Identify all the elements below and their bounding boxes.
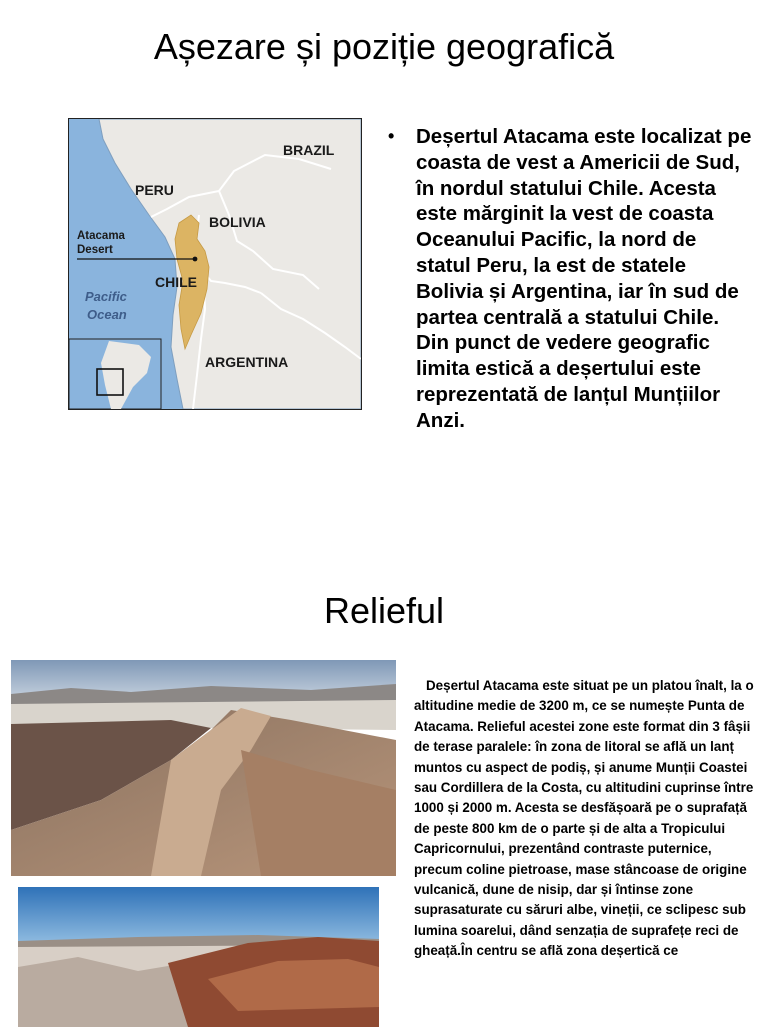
label-bolivia: BOLIVIA xyxy=(209,214,266,230)
label-atacama-line2: Desert xyxy=(77,244,113,256)
photo-rocks-graphic xyxy=(18,887,379,1027)
map-graphic xyxy=(69,119,361,409)
label-argentina: ARGENTINA xyxy=(205,354,289,370)
label-pacific-line2: Ocean xyxy=(87,307,127,322)
slide-title: Relieful xyxy=(323,590,445,631)
slide-location xyxy=(0,0,768,500)
relief-description xyxy=(414,676,760,962)
desert-dunes-photo xyxy=(11,660,396,876)
rock-formation-photo xyxy=(18,887,379,1027)
atacama-location-map xyxy=(68,118,362,410)
label-brazil: BRAZIL xyxy=(283,142,335,158)
photo-dunes-graphic xyxy=(11,660,396,876)
label-pacific-line1: Pacific xyxy=(85,289,127,304)
label-peru: PERU xyxy=(135,182,174,198)
slide-relief xyxy=(0,560,768,1024)
label-atacama-line1: Atacama xyxy=(77,230,125,242)
label-chile: CHILE xyxy=(155,274,197,290)
pointer-dot xyxy=(193,257,198,262)
relief-text: Deșertul Atacama este situat pe un platou înalt, la o altitudine medie de 3200 m, ce se numește Punta de Atacama. Relieful acestei zone este format din 3 fâșii de terase paralele: în zona de litoral se află un lanț muntos cu aspect de podiș, și anume Munții Coastei sau Cordillera de la Costa, cu altitudini cuprinse între 1000 și 2000 m. Acesta se desfășoară pe o suprafață de peste 800 km de o parte și de alta a Tropicului Capricornului, prezentând contraste puternice, precum coline pietroase, mase stâncoase de origine vulcanică, dune de nisip, dar și întinse zone suprasaturate cu săruri albe, vineții, ce sclipesc sub lumina soarelui, dând senzația de suprafețe reci de gheață.În centru se află zona deșertică ce xyxy=(414,678,754,959)
location-text: Deșertul Atacama este localizat pe coasta de vest a Americii de Sud, în nordul statului Chile. Acesta este mărginit la vest de coasta Oceanului Pacific, la nord de statul Peru, la est de statele Bolivia și Argentina, iar în sud de partea centrală a statului Chile. Din punct de vedere geografic limita estică a deșertului este reprezentată de lanțul Munțiilor Anzi. xyxy=(416,125,752,432)
bullet-icon: • xyxy=(388,126,395,146)
slide-title: Așezare și poziție geografică xyxy=(153,26,615,67)
